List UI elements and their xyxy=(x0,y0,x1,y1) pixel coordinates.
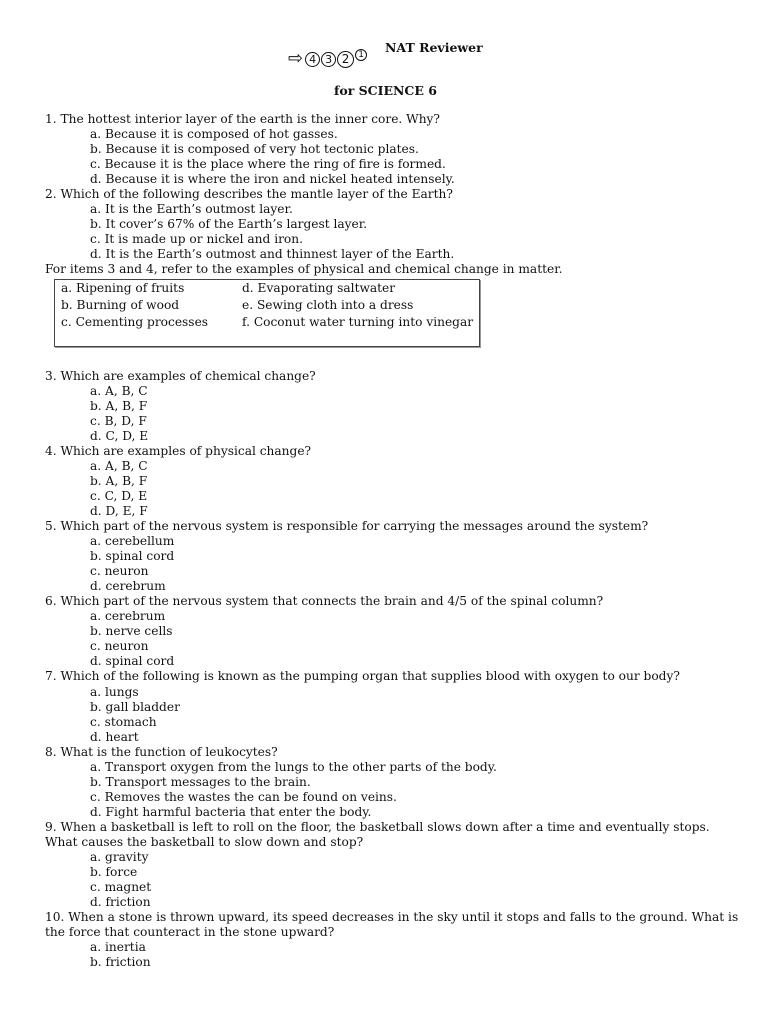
circled-digit: 4 xyxy=(305,52,320,67)
instruction: For items 3 and 4, refer to the examples of physical and chemical change in matter. xyxy=(45,262,563,277)
example-b: b. Burning of wood xyxy=(61,297,180,312)
option: d. cerebrum xyxy=(90,579,166,594)
option: b. It cover’s 67% of the Earth’s largest layer. xyxy=(90,217,368,232)
example-a: a. Ripening of fruits xyxy=(61,280,185,295)
header xyxy=(288,40,548,76)
question-10: 10. When a stone is thrown upward, its speed decreases in the sky until it stops and falls to the ground. What is xyxy=(45,910,739,925)
option: a. gravity xyxy=(90,850,149,865)
option: a. Transport oxygen from the lungs to the other parts of the body. xyxy=(90,759,497,774)
question-9: 9. When a basketball is left to roll on the floor, the basketball slows down after a time and eventually stops. xyxy=(45,819,710,834)
option: a. cerebellum xyxy=(90,534,175,549)
option: c. It is made up or nickel and iron. xyxy=(90,232,303,247)
option: c. stomach xyxy=(90,714,157,729)
option: a. cerebrum xyxy=(90,609,166,624)
option: c. neuron xyxy=(90,564,149,579)
example-f: f. Coconut water turning into vinegar xyxy=(242,314,474,329)
example-c: c. Cementing processes xyxy=(61,314,209,329)
option: b. spinal cord xyxy=(90,549,175,564)
option: b. A, B, F xyxy=(90,473,148,488)
example-e: e. Sewing cloth into a dress xyxy=(242,297,414,312)
option: a. It is the Earth’s outmost layer. xyxy=(90,202,293,217)
question-6: 6. Which part of the nervous system that connects the brain and 4/5 of the spinal column? xyxy=(45,594,604,609)
option: d. Fight harmful bacteria that enter the body. xyxy=(90,804,372,819)
title-nat-reviewer: NAT Reviewer xyxy=(385,40,483,55)
option: c. B, D, F xyxy=(90,413,147,428)
option: d. spinal cord xyxy=(90,654,175,669)
option: d. C, D, E xyxy=(90,428,149,443)
question-3: 3. Which are examples of chemical change? xyxy=(45,368,316,383)
option: d. heart xyxy=(90,729,139,744)
title-subject: for SCIENCE 6 xyxy=(334,83,437,98)
question-9-cont: What causes the basketball to slow down and stop? xyxy=(45,834,364,849)
option: c. Because it is the place where the ring of fire is formed. xyxy=(90,157,446,172)
option: c. magnet xyxy=(90,880,152,895)
option: b. A, B, F xyxy=(90,398,148,413)
option: a. Because it is composed of hot gasses. xyxy=(90,127,338,142)
question-8: 8. What is the function of leukocytes? xyxy=(45,744,278,759)
questions xyxy=(45,112,745,970)
option: a. A, B, C xyxy=(90,458,148,473)
circled-digit: 1 xyxy=(355,49,367,61)
question-4: 4. Which are examples of physical change? xyxy=(45,443,312,458)
question-1: 1. The hottest interior layer of the earth is the inner core. Why? xyxy=(45,112,440,126)
arrow-right-icon: ⇨ xyxy=(288,48,304,69)
option: d. friction xyxy=(90,895,151,910)
option: b. gall bladder xyxy=(90,699,180,714)
circled-digit: 2 xyxy=(337,51,354,68)
option: c. Removes the wastes the can be found on veins. xyxy=(90,789,397,804)
option: a. lungs xyxy=(90,684,139,699)
logo xyxy=(288,50,368,68)
option: a. A, B, C xyxy=(90,383,148,398)
option: b. force xyxy=(90,865,138,880)
option: d. D, E, F xyxy=(90,503,148,518)
question-10-cont: the force that counteract in the stone upward? xyxy=(45,925,335,940)
option: b. friction xyxy=(90,955,151,970)
option: c. neuron xyxy=(90,639,149,654)
question-5: 5. Which part of the nervous system is responsible for carrying the messages around the system? xyxy=(45,518,649,533)
option: b. nerve cells xyxy=(90,624,173,639)
example-d: d. Evaporating saltwater xyxy=(242,280,396,295)
option: b. Transport messages to the brain. xyxy=(90,774,311,789)
option: b. Because it is composed of very hot tectonic plates. xyxy=(90,142,419,157)
examples-box xyxy=(54,279,480,347)
option: c. C, D, E xyxy=(90,488,148,503)
circled-digit: 3 xyxy=(321,52,336,67)
question-2: 2. Which of the following describes the mantle layer of the Earth? xyxy=(45,187,453,202)
option: d. Because it is where the iron and nickel heated intensely. xyxy=(90,172,455,187)
option: d. It is the Earth’s outmost and thinnest layer of the Earth. xyxy=(90,247,455,262)
question-7: 7. Which of the following is known as the pumping organ that supplies blood with oxygen to our body? xyxy=(45,669,680,684)
option: a. inertia xyxy=(90,940,146,955)
